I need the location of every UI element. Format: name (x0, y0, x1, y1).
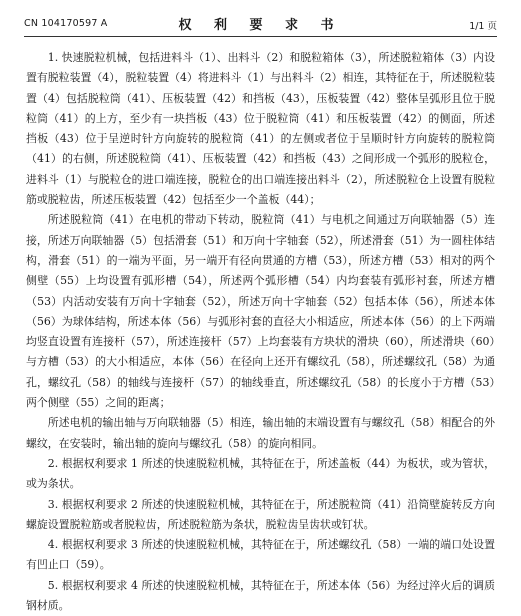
claim-1-continuation-motor: 所述电机的输出轴与万向联轴器（5）相连，输出轴的末端设置有与螺纹孔（58）相配合的外螺纹，在安装时，输出轴的旋向与螺纹孔（58）的旋向相同。 (26, 416, 495, 450)
claim-1-continuation-coupling: 所述脱粒筒（41）在电机的带动下转动，脱粒筒（41）与电机之间通过万向联轴器（5）连接，所述万向联轴器（5）包括滑套（51）和万向十字轴套（52），所述滑套（51）为一圆柱体结构，滑套（51）的一端为平面，另一端开有径向贯通的方槽（53），所述方槽（53）相对的两个侧壁（55）上均设置有弧形槽（54），所述两个弧形槽（54）内均套装有弧形衬套，所述方槽（53）内活动安装有万向十字轴套（52），所述万向十字轴套（52）包括本体（56），所述本体（56）为球体结构，所述本体（56）与弧形衬套的直径大小相适应，所述本体（56）的上下两端均竖直设置有连接杆（57），所述连接杆（57）上均套装有方块状的滑块（60），所述滑块（60）与方槽（53）的大小相适应，本体（56）在径向上还开有螺纹孔（58），所述螺纹孔（58）为通孔，螺纹孔（58）的轴线与连接杆（57）的轴线垂直，所述螺纹孔（58）的长度小于方槽（53）两个侧壁（55）之间的距离； (26, 213, 495, 410)
page-header (24, 14, 497, 37)
claim-2-paragraph: 2. 根据权利要求 1 所述的快速脱粒机械，其特征在于，所述盖板（44）为板状，或为管状，或为条状。 (26, 456, 495, 491)
claim-1-paragraph: 1. 快速脱粒机械，包括进料斗（1）、出料斗（2）和脱粒箱体（3），所述脱粒箱体（3）内设置有脱粒装置（4），脱粒装置（4）将进料斗（1）与出料斗（2）相连，其特征在于，所述脱粒装置（4）包括脱粒筒（41）、压板装置（42）和挡板（43），压板装置（42）整体呈弧形且位于脱粒筒（41）的上方，至少有一块挡板（43）位于脱粒筒（41）和压板装置（42）的侧面，所述挡板（43）位于呈逆时针方向旋转的脱粒筒（41）的左侧或者位于呈顺时针方向旋转的脱粒筒（41）的右侧，所述脱粒筒（41）、压板装置（42）和挡板（43）之间形成一个弧形的脱粒仓，进料斗（1）与脱粒仓的进口端连接，脱粒仓的出口端连接出料斗（2），所述脱粒仓上设置有脱粒筋或脱粒齿，所述压板装置（42）包括至少一个盖板（44）； (26, 51, 495, 207)
page-number: 1/1 页 (469, 21, 497, 32)
publication-number: CN 104170597 A (24, 18, 108, 29)
claim-5-paragraph: 5. 根据权利要求 4 所述的快速脱粒机械，其特征在于，所述本体（56）为经过淬火后的调质钢材质。 (26, 578, 495, 613)
claim-3-paragraph: 3. 根据权利要求 2 所述的快速脱粒机械，其特征在于，所述脱粒筒（41）沿筒壁旋转反方向螺旋设置脱粒筋或者脱粒齿，所述脱粒筋为条状，脱粒齿呈齿状或钉状。 (26, 497, 495, 531)
document-title: 权 利 要 求 书 (178, 18, 343, 33)
claims-body (26, 48, 495, 616)
claim-4-paragraph: 4. 根据权利要求 3 所述的快速脱粒机械，其特征在于，所述螺纹孔（58）一端的端口处设置有凹止口（59）。 (26, 538, 495, 572)
